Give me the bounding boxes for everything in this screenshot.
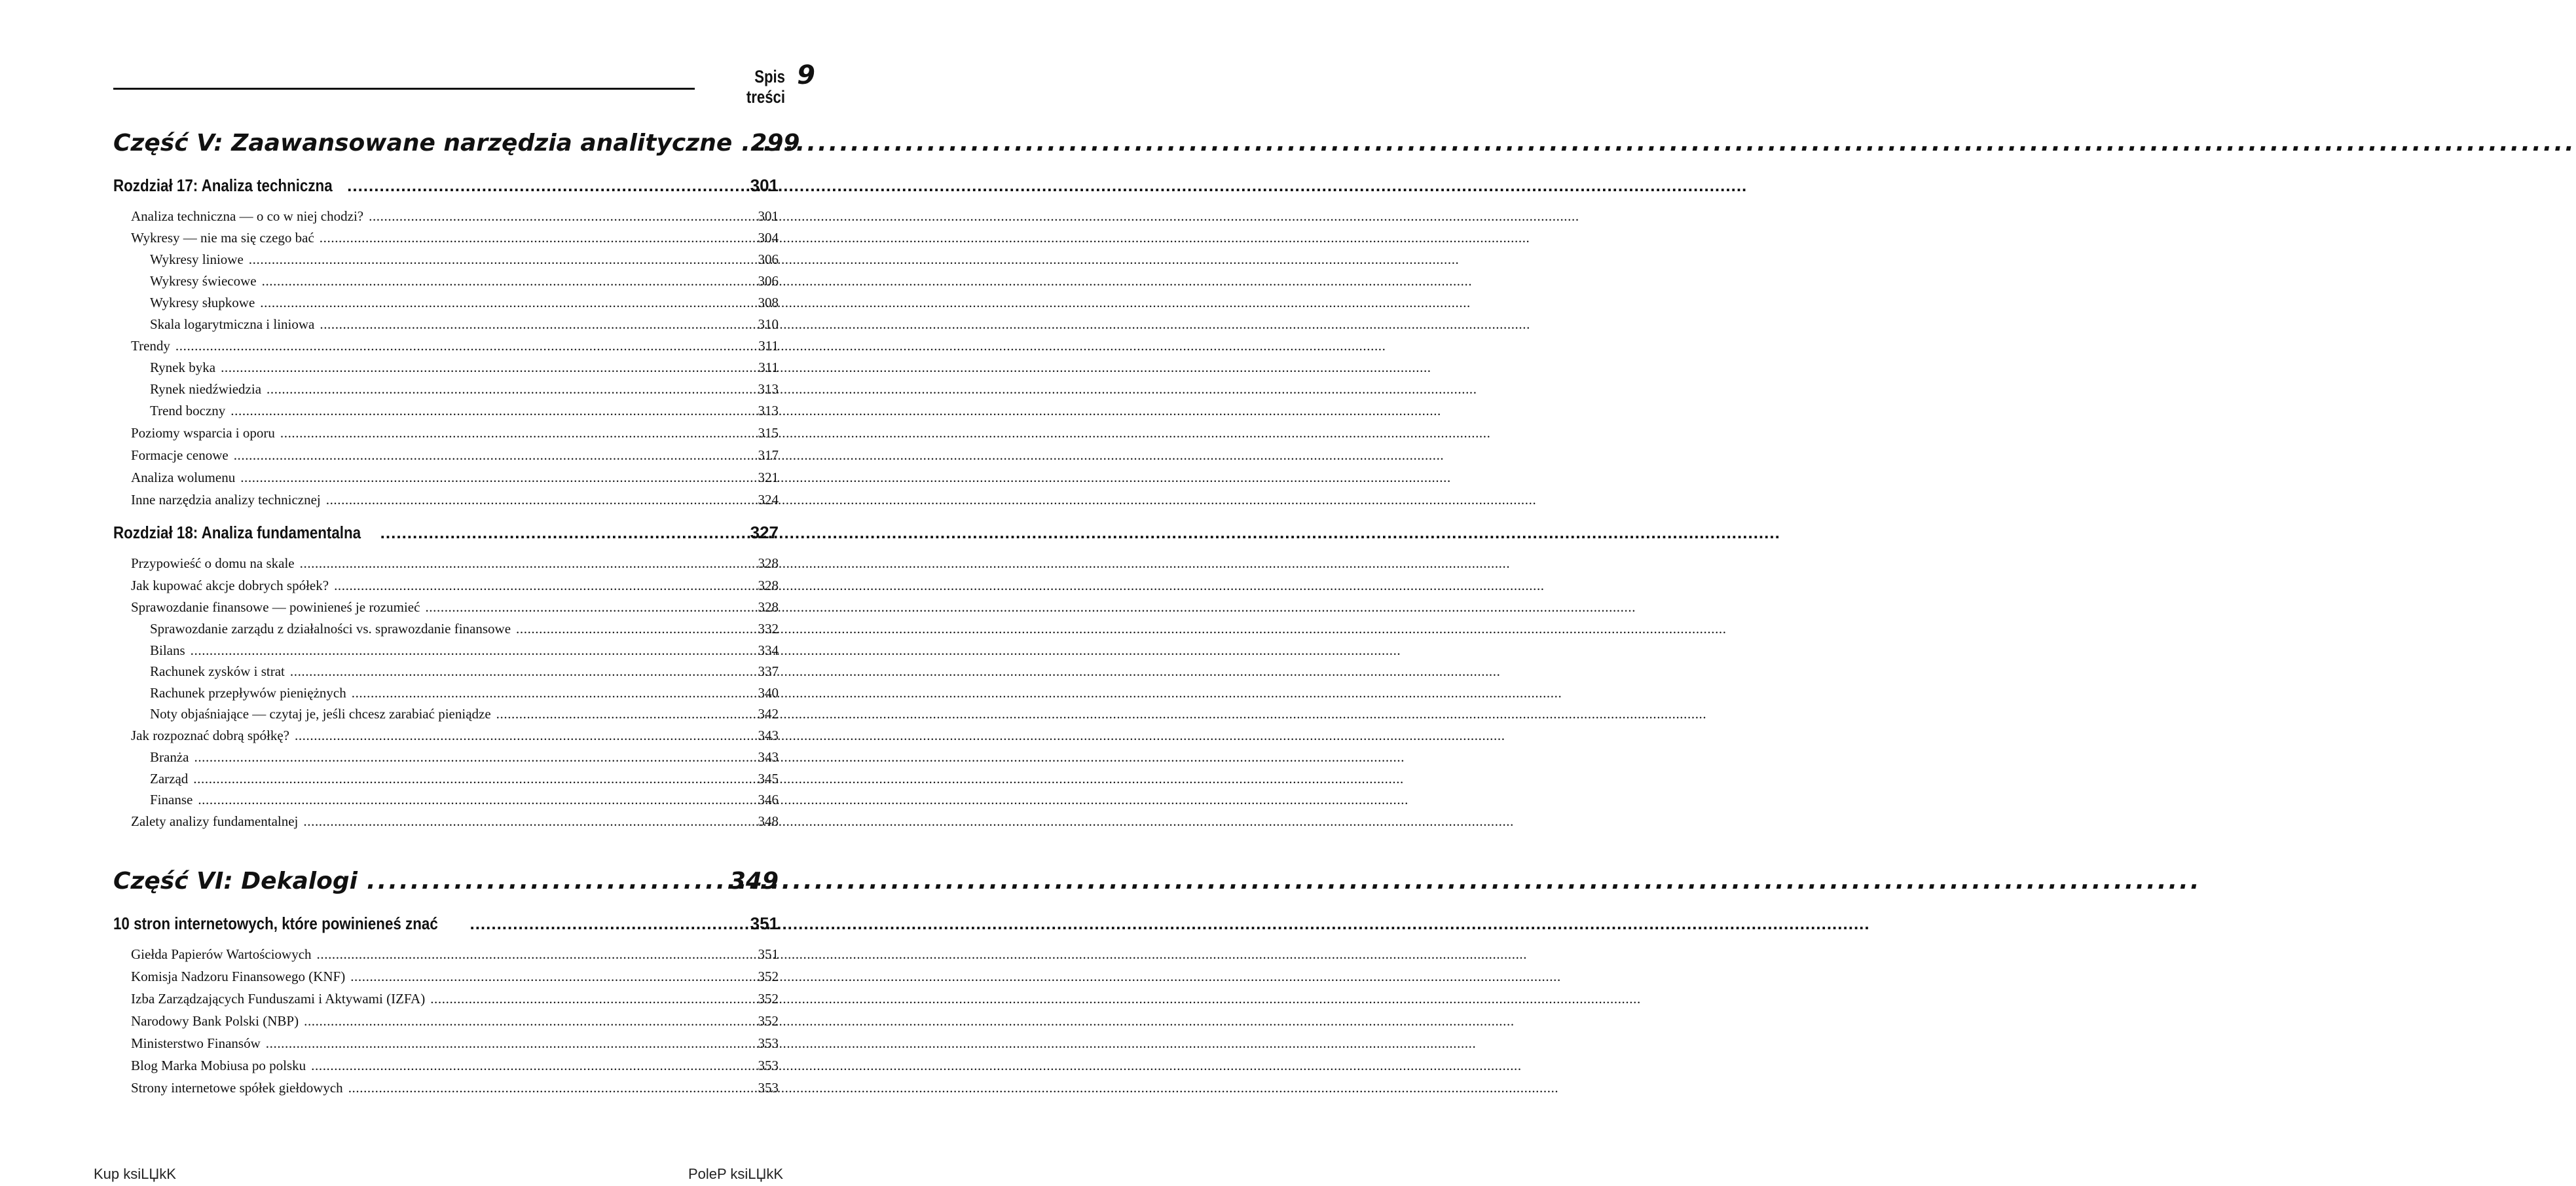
toc-dot-leader (430, 991, 755, 1007)
toc-entry[interactable] (131, 946, 779, 966)
toc-entry-page: 313 (758, 403, 779, 418)
toc-dot-leader (425, 599, 755, 616)
toc-entry-title: Jak kupować akcje dobrych spółek? (131, 578, 329, 593)
toc-dot-leader (516, 621, 755, 637)
toc-chapter-heading[interactable] (113, 914, 779, 937)
toc-part-heading[interactable] (113, 868, 779, 900)
toc-subentry[interactable] (150, 403, 779, 422)
toc-entry[interactable] (131, 1013, 779, 1033)
toc-entry-page: 328 (758, 599, 779, 615)
toc-chapter-title: Rozdział 18: Analiza fundamentalna (113, 523, 361, 542)
toc-dot-leader (221, 360, 756, 376)
toc-entry-page: 308 (758, 295, 779, 310)
toc-entry-page: 332 (758, 621, 779, 637)
toc-subentry[interactable] (150, 663, 779, 683)
toc-subentry[interactable] (150, 642, 779, 662)
toc-entry[interactable] (131, 728, 779, 747)
toc-entry-title: Wykresy — nie ma się czego bać (131, 230, 314, 246)
toc-subentry[interactable] (150, 792, 779, 811)
toc-dot-leader (303, 813, 755, 830)
toc-dot-leader (741, 130, 748, 157)
toc-entry[interactable] (131, 470, 779, 489)
toc-entry[interactable] (131, 1058, 779, 1077)
toc-entry-title: Noty objaśniające — czytaj je, jeśli chcesz zarabiać pieniądze (150, 706, 491, 722)
toc-entry[interactable] (131, 578, 779, 597)
toc-part-heading[interactable] (113, 130, 800, 162)
toc-entry-title: Ministerstwo Finansów (131, 1035, 261, 1051)
toc-entry-title: Rynek niedźwiedzia (150, 381, 262, 397)
toc-dot-leader (380, 523, 748, 543)
toc-dot-leader (175, 338, 756, 354)
toc-part-title: Część V: Zaawansowane narzędzia analityczne (113, 130, 733, 157)
toc-dot-leader (317, 946, 756, 963)
toc-entry[interactable] (131, 425, 779, 445)
toc-dot-leader (240, 470, 755, 486)
toc-entry-title: Sprawozdanie zarządu z działalności vs. sprawozdanie finansowe (150, 621, 511, 637)
toc-entry-page: 311 (758, 338, 779, 354)
toc-entry-title: Trend boczny (150, 403, 226, 418)
footer-buy-link[interactable]: Kup ksiLЏkK (94, 1166, 176, 1182)
toc-chapter-page: 301 (750, 176, 779, 195)
toc-subentry[interactable] (150, 749, 779, 769)
toc-entry-page: 343 (758, 728, 779, 743)
toc-entry[interactable] (131, 1080, 779, 1100)
toc-dot-leader (249, 251, 756, 268)
toc-dot-leader (260, 295, 755, 311)
toc-entry-page: 343 (758, 749, 779, 765)
toc-entry-page: 317 (758, 447, 779, 463)
toc-dot-leader (230, 403, 755, 419)
toc-dot-leader (352, 685, 756, 701)
toc-entry-page: 328 (758, 578, 779, 593)
toc-entry-title: Inne narzędzia analizy technicznej (131, 492, 321, 508)
toc-entry-title: Jak rozpoznać dobrą spółkę? (131, 728, 289, 743)
footer-recommend-link[interactable]: PoleP ksiLЏkK (688, 1166, 783, 1182)
toc-dot-leader (326, 492, 756, 508)
toc-entry-title: Wykresy słupkowe (150, 295, 255, 310)
toc-entry-page: 340 (758, 685, 779, 701)
toc-entry-title: Rachunek przepływów pieniężnych (150, 685, 346, 701)
toc-entry-page: 352 (758, 1013, 779, 1029)
toc-chapter-title: 10 stron internetowych, które powinieneś znać (113, 914, 438, 933)
toc-entry-page: 306 (758, 273, 779, 289)
toc-chapter-heading[interactable] (113, 176, 779, 199)
toc-entry-title: Narodowy Bank Polski (NBP) (131, 1013, 299, 1029)
toc-subentry[interactable] (150, 316, 779, 336)
toc-dot-leader (198, 792, 755, 808)
toc-entry-title: Poziomy wsparcia i oporu (131, 425, 275, 441)
toc-dot-leader (350, 969, 755, 985)
header-page-number: 9 (797, 60, 815, 90)
toc-subentry[interactable] (150, 273, 779, 293)
toc-entry[interactable] (131, 599, 779, 619)
page-header (113, 60, 815, 107)
toc-subentry[interactable] (150, 685, 779, 705)
toc-entry-title: Skala logarytmiczna i liniowa (150, 316, 315, 332)
toc-subentry[interactable] (150, 381, 779, 401)
toc-dot-leader (191, 642, 756, 659)
toc-entry[interactable] (131, 991, 779, 1010)
toc-entry-title: Przypowieść o domu na skale (131, 555, 295, 571)
toc-part-title: Część VI: Dekalogi (113, 868, 358, 895)
toc-entry-page: 345 (758, 771, 779, 787)
toc-entry-page: 352 (758, 969, 779, 984)
toc-entry-page: 334 (758, 642, 779, 658)
toc-entry-page: 353 (758, 1080, 779, 1096)
toc-entry-title: Bilans (150, 642, 185, 658)
toc-dot-leader (348, 1080, 756, 1096)
toc-entry-page: 301 (758, 208, 779, 224)
toc-chapter-page: 351 (750, 914, 779, 933)
toc-entry-page: 306 (758, 251, 779, 267)
toc-subentry[interactable] (150, 251, 779, 271)
toc-entry-page: 353 (758, 1035, 779, 1051)
toc-dot-leader (193, 771, 755, 787)
toc-chapter-page: 327 (750, 523, 779, 542)
toc-chapter-title: Rozdział 17: Analiza techniczna (113, 176, 333, 195)
toc-entry-title: Giełda Papierów Wartościowych (131, 946, 312, 962)
toc-part-page: 349 (729, 868, 779, 895)
toc-entry[interactable] (131, 555, 779, 575)
toc-dot-leader (369, 208, 755, 225)
toc-entry-page: 315 (758, 425, 779, 441)
toc-entry-title: Rachunek zysków i strat (150, 663, 285, 679)
toc-entry-title: Izba Zarządzających Funduszami i Aktywami (IZFA) (131, 991, 426, 1007)
toc-entry-title: Komisja Nadzoru Finansowego (KNF) (131, 969, 346, 984)
toc-entry[interactable] (131, 230, 779, 250)
toc-dot-leader (469, 914, 747, 934)
toc-entry-page: 342 (758, 706, 779, 722)
toc-dot-leader (311, 1058, 755, 1074)
toc-entry-title: Finanse (150, 792, 193, 807)
toc-subentry[interactable] (150, 360, 779, 379)
toc-dot-leader (367, 868, 727, 895)
toc-entry-page: 352 (758, 991, 779, 1007)
toc-entry-page: 310 (758, 316, 779, 332)
toc-dot-leader (262, 273, 756, 289)
toc-dot-leader (234, 447, 756, 464)
toc-dot-leader (266, 1035, 756, 1052)
toc-dot-leader (320, 316, 755, 333)
toc-dot-leader (295, 728, 756, 744)
toc-subentry[interactable] (150, 621, 779, 640)
toc-dot-leader (334, 578, 755, 594)
toc-entry[interactable] (131, 338, 779, 358)
toc-entry[interactable] (131, 813, 779, 833)
toc-entry[interactable] (131, 492, 779, 511)
toc-part-page: 299 (750, 130, 800, 157)
toc-entry[interactable] (131, 208, 779, 228)
toc-entry[interactable] (131, 1035, 779, 1055)
toc-entry-title: Trendy (131, 338, 170, 354)
toc-page (0, 0, 877, 1186)
header-rule (113, 88, 695, 90)
toc-entry-page: 304 (758, 230, 779, 246)
toc-dot-leader (290, 663, 756, 680)
toc-entry-title: Rynek byka (150, 360, 216, 375)
toc-entry-page: 311 (758, 360, 779, 375)
toc-subentry[interactable] (150, 771, 779, 790)
toc-entry-title: Blog Marka Mobiusa po polsku (131, 1058, 306, 1073)
toc-entry-title: Wykresy świecowe (150, 273, 257, 289)
toc-subentry[interactable] (150, 295, 779, 314)
toc-entry-title: Zarząd (150, 771, 189, 787)
toc-entry[interactable] (131, 969, 779, 988)
toc-entry-title: Sprawozdanie finansowe — powinieneś je rozumieć (131, 599, 420, 615)
toc-entry-title: Analiza techniczna — o co w niej chodzi? (131, 208, 364, 224)
toc-entry-page: 328 (758, 555, 779, 571)
toc-dot-leader (194, 749, 755, 766)
toc-entry-title: Wykresy liniowe (150, 251, 244, 267)
toc-dot-leader (280, 425, 756, 441)
toc-entry[interactable] (131, 447, 779, 467)
toc-entry-title: Analiza wolumenu (131, 470, 236, 485)
toc-entry-title: Zalety analizy fundamentalnej (131, 813, 299, 829)
toc-entry-page: 313 (758, 381, 779, 397)
toc-entry-page: 337 (758, 663, 779, 679)
toc-dot-leader (304, 1013, 755, 1029)
toc-dot-leader (267, 381, 755, 398)
header-section-label: Spis treści (746, 67, 785, 107)
toc-entry-page: 346 (758, 792, 779, 807)
toc-entry-title: Strony internetowe spółek giełdowych (131, 1080, 343, 1096)
toc-entry-title: Branża (150, 749, 189, 765)
toc-dot-leader (300, 555, 756, 572)
toc-entry-page: 348 (758, 813, 779, 829)
toc-entry-page: 353 (758, 1058, 779, 1073)
toc-dot-leader (496, 706, 756, 722)
toc-dot-leader (347, 176, 747, 196)
toc-chapter-heading[interactable] (113, 523, 779, 546)
toc-subentry[interactable] (150, 706, 779, 726)
toc-entry-title: Formacje cenowe (131, 447, 229, 463)
toc-entry-page: 321 (758, 470, 779, 485)
toc-entry-page: 351 (758, 946, 779, 962)
toc-entry-page: 324 (758, 492, 779, 508)
toc-dot-leader (320, 230, 756, 246)
